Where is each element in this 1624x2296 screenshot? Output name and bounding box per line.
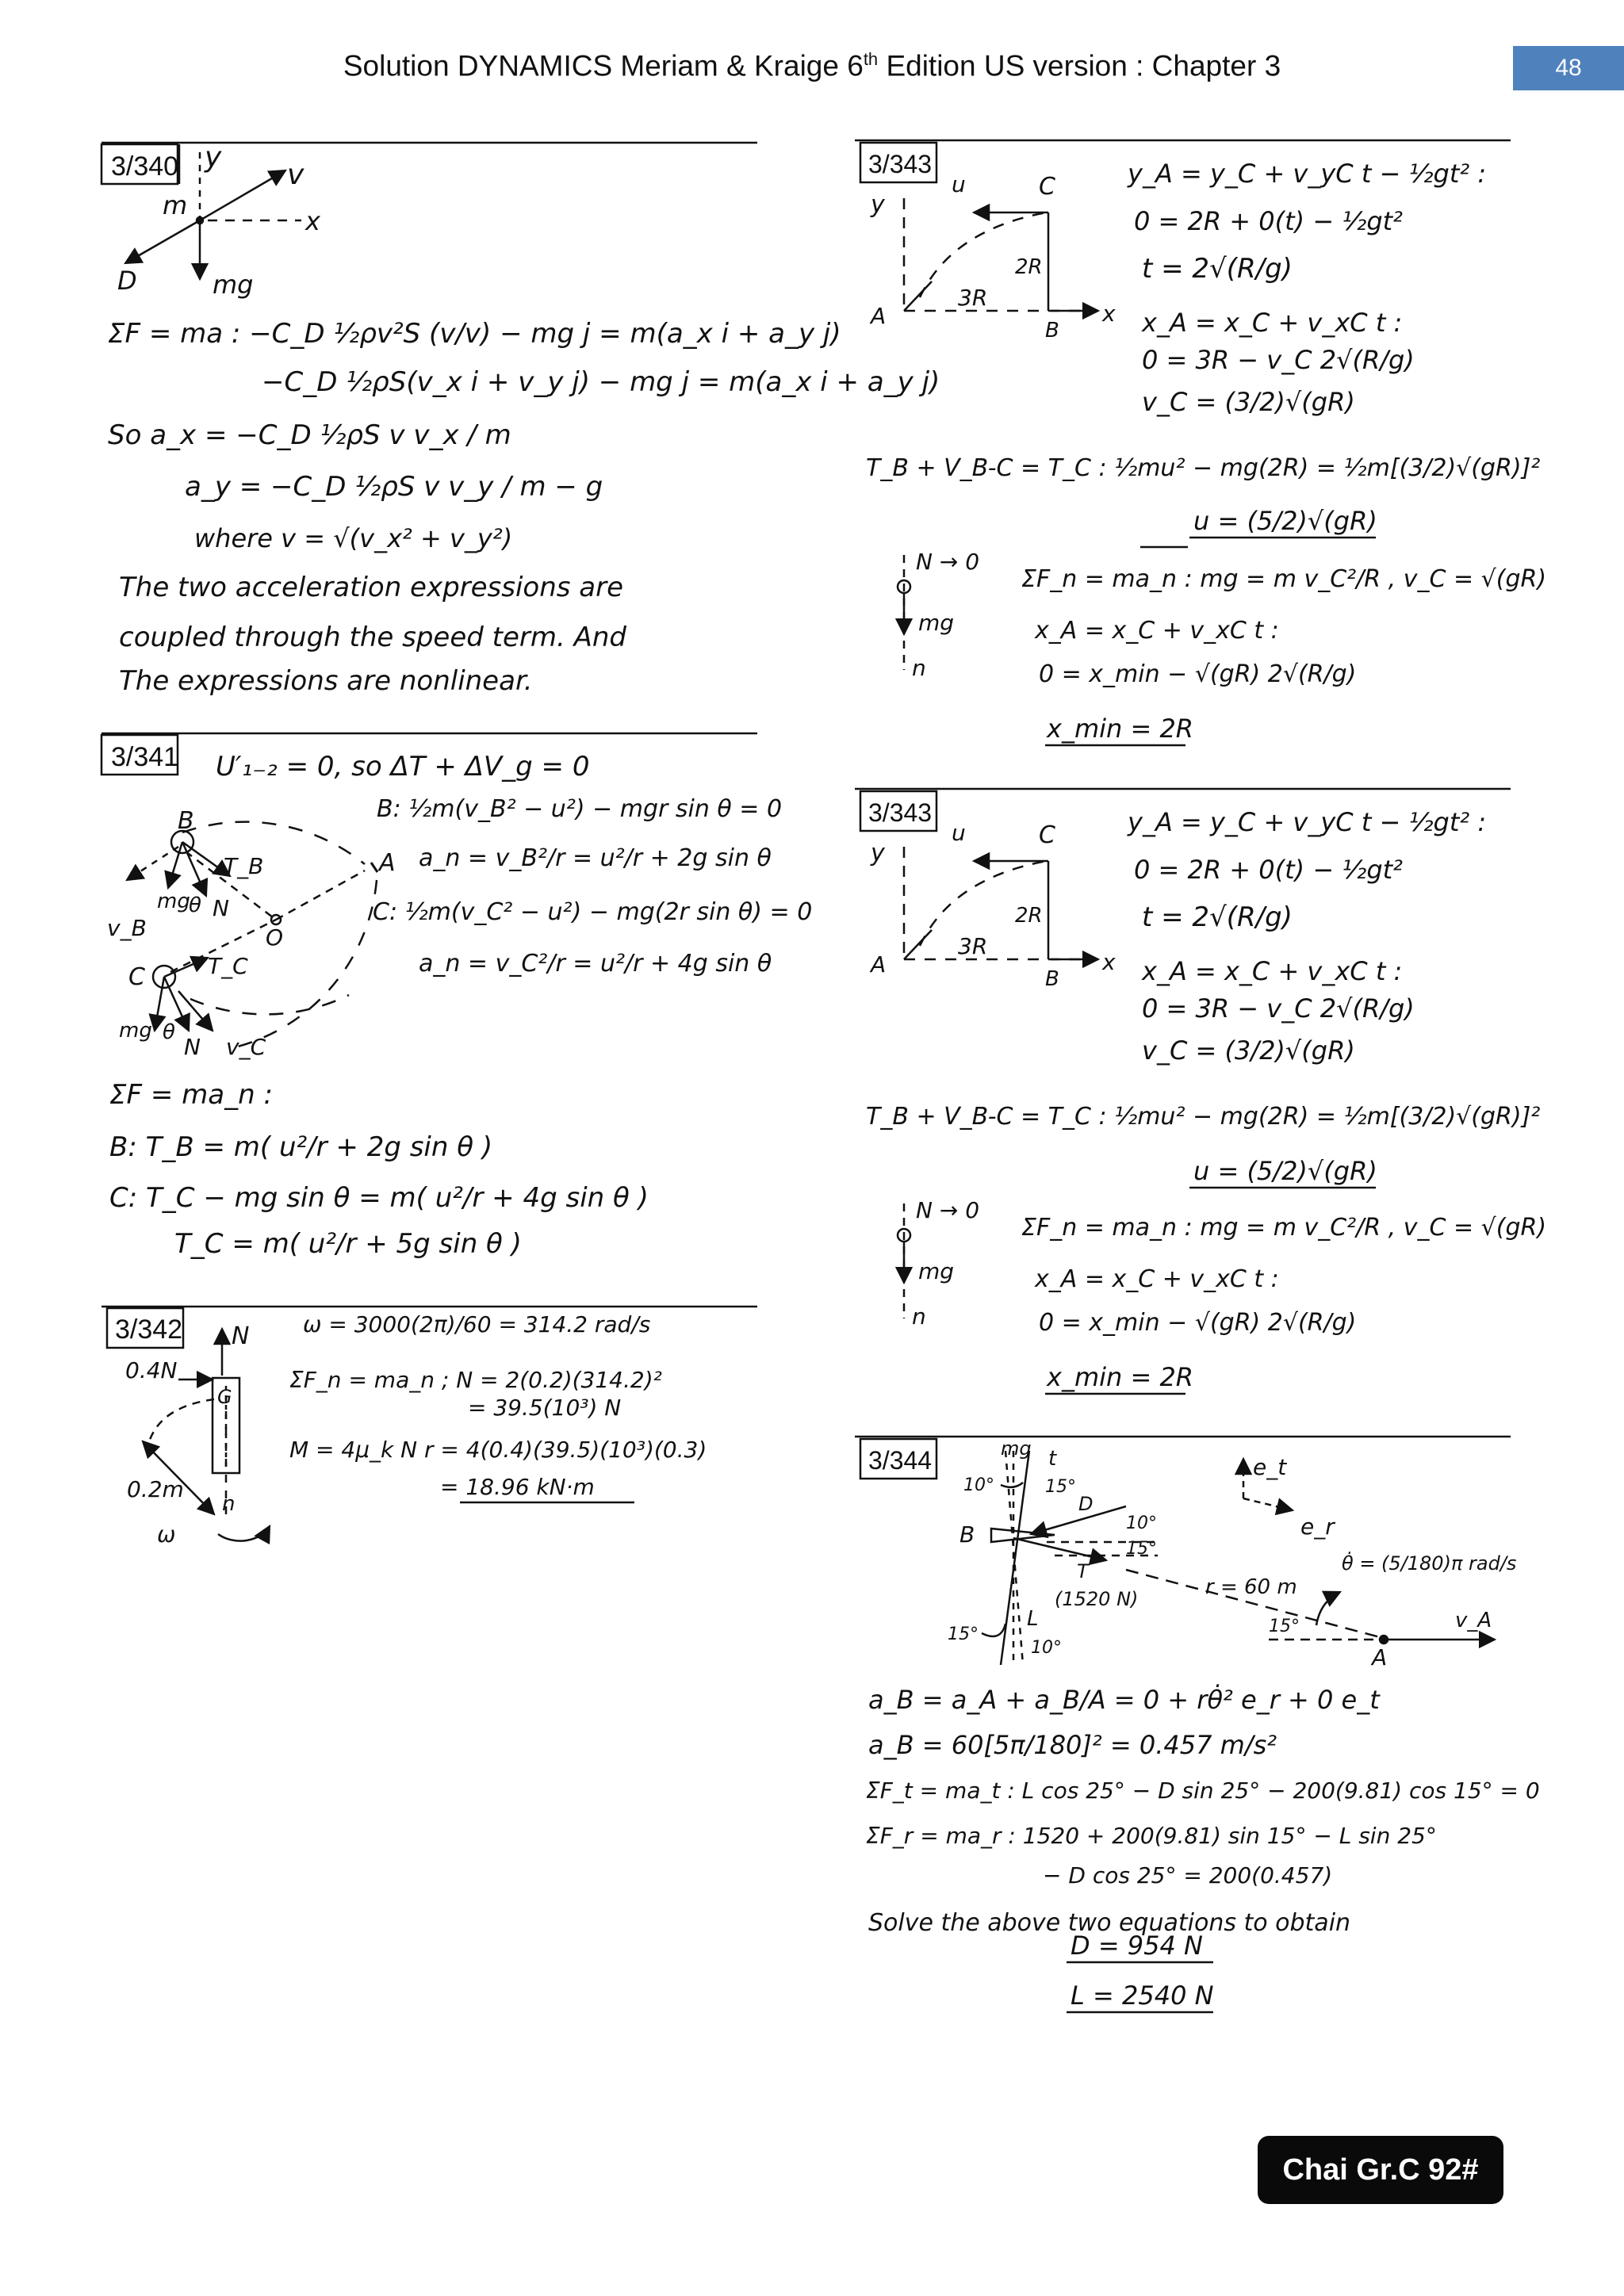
eq-line: B: T_B = m( u²/r + 2g sin θ ) xyxy=(109,1131,493,1163)
fig-label-a: A xyxy=(379,849,396,877)
eq-line: ΣF_r = ma_r : 1520 + 200(9.81) sin 15° − L sin 25° xyxy=(866,1823,1437,1849)
eq-line: M = 4μ_k N r = 4(0.4)(39.5)(10³)(0.3) xyxy=(289,1437,707,1463)
fig-label-b: B xyxy=(1045,967,1059,991)
fig-label-d: D xyxy=(1078,1493,1094,1515)
fig-label-mg: mg xyxy=(157,890,190,913)
eq-line: u = (5/2)√(gR) xyxy=(1193,1156,1377,1186)
er-arrow xyxy=(1243,1498,1293,1510)
eq-line: ΣF_n = ma_n : mg = m v_C²/R , v_C = √(gR) xyxy=(1021,565,1547,593)
fig-label-er: e_r xyxy=(1300,1513,1335,1540)
eq-line: x_A = x_C + v_xC t : xyxy=(1142,956,1403,986)
text-line: Solve the above two equations to obtain xyxy=(868,1909,1351,1937)
velocity-b-arrow xyxy=(127,847,178,880)
text-line: coupled through the speed term. And xyxy=(119,622,627,653)
problem-number: 3/341 xyxy=(111,742,179,772)
eq-line: v_C = (3/2)√(gR) xyxy=(1142,387,1355,417)
particle-dot xyxy=(197,217,203,224)
eq-line: where v = √(v_x² + v_y²) xyxy=(194,523,513,553)
fig-label-x: x xyxy=(305,206,320,236)
path-arc-right xyxy=(238,880,377,1047)
fig-label-omega: ω xyxy=(157,1521,176,1548)
eq-line: C: ½m(v_C² − u²) − mg(2r sin θ) = 0 xyxy=(373,898,813,926)
text-line: The two acceleration expressions are xyxy=(119,572,624,603)
radius-line-a xyxy=(276,871,365,920)
fig-label-angle: 15° xyxy=(1126,1539,1157,1559)
fig-label-angle: 15° xyxy=(1045,1477,1076,1497)
fig-label-vb: v_B xyxy=(107,915,147,941)
angle-arc-top xyxy=(1001,1483,1023,1487)
fig-label-a: A xyxy=(871,951,887,978)
fig-label-n-dir: n xyxy=(222,1492,236,1516)
problem-number: 3/343 xyxy=(868,798,933,827)
fig-label-n-c: N xyxy=(184,1034,201,1060)
angle-arc xyxy=(982,1624,1005,1636)
eq-line: 0 = 3R − v_C 2√(R/g) xyxy=(1142,993,1415,1024)
wheel-arc xyxy=(147,1399,214,1451)
thetadot-arrow xyxy=(1316,1592,1340,1625)
fig-label-r: r = 60 m xyxy=(1205,1575,1297,1599)
eq-line: ΣF_t = ma_t : L cos 25° − D sin 25° − 200(9.81) cos 15° = 0 xyxy=(866,1777,1540,1804)
velocity-c-arrow xyxy=(178,991,213,1031)
point-a xyxy=(1380,1636,1388,1644)
fig-label-a: A xyxy=(1372,1644,1388,1670)
fig-label-t: t xyxy=(1048,1447,1057,1471)
eq-line: a_n = v_B²/r = u²/r + 2g sin θ xyxy=(419,844,772,872)
fig-label-c: C xyxy=(1039,821,1055,849)
eq-line: 0 = 2R + 0(t) − ½gt² xyxy=(1134,206,1403,236)
eq-line: ω = 3000(2π)/60 = 314.2 rad/s xyxy=(303,1311,651,1337)
fig-label-angle: 10° xyxy=(1031,1638,1062,1658)
eq-line: 0 = x_min − √(gR) 2√(R/g) xyxy=(1039,660,1357,688)
eq-line: T_C = m( u²/r + 5g sin θ ) xyxy=(174,1228,522,1260)
fig-label-mg: mg xyxy=(1001,1437,1032,1460)
eq-line: 0 = x_min − √(gR) 2√(R/g) xyxy=(1039,1309,1357,1337)
fig-label-vc: v_C xyxy=(226,1034,266,1060)
text-line: The expressions are nonlinear. xyxy=(119,665,533,697)
eq-line: v_C = (3/2)√(gR) xyxy=(1142,1035,1355,1066)
eq-line: = 18.96 kN·m xyxy=(440,1474,595,1500)
eq-line: ΣF_n = ma_n ; N = 2(0.2)(314.2)² xyxy=(289,1367,662,1393)
fig-label-g: G xyxy=(217,1386,232,1408)
eq-line: x_A = x_C + v_xC t : xyxy=(1142,308,1403,338)
problem-number: 3/340 xyxy=(111,151,179,182)
fig-label-mg-c: mg xyxy=(119,1019,152,1043)
fig-label-angle: 15° xyxy=(948,1624,979,1644)
fig-label-a: A xyxy=(871,303,887,329)
eq-line: a_n = v_C²/r = u²/r + 4g sin θ xyxy=(419,950,772,978)
eq-line: 0 = 3R − v_C 2√(R/g) xyxy=(1142,345,1415,375)
fig-label-3r: 3R xyxy=(958,285,988,311)
fig-label-n: N xyxy=(232,1322,250,1350)
eq-line: y_A = y_C + v_yC t − ½gt² : xyxy=(1128,159,1487,189)
fig-label-3r: 3R xyxy=(958,933,988,959)
omega-arrow xyxy=(218,1526,270,1541)
fig-label-thrust: (1520 N) xyxy=(1055,1588,1139,1610)
fig-label-angle: 15° xyxy=(1269,1617,1300,1636)
fig-label-n0: N → 0 xyxy=(916,549,980,575)
fig-label-angle: 10° xyxy=(963,1475,994,1495)
eq-line: U′₁₋₂ = 0, so ΔT + ΔV_g = 0 xyxy=(216,751,590,783)
fig-label-u: u xyxy=(952,171,966,197)
title-sup: th xyxy=(863,49,879,69)
title-post: Edition US version : Chapter 3 xyxy=(878,49,1281,82)
eq-line: y_A = y_C + v_yC t − ½gt² : xyxy=(1128,807,1487,837)
eq-line: T_B + V_B-C = T_C : ½mu² − mg(2R) = ½m[(3/2)√(gR)]² xyxy=(866,1103,1541,1131)
eq-line: ΣF = ma : −C_D ½ρv²S (v/v) − mg j = m(a_x i + a_y j) xyxy=(108,318,841,350)
eq-line: = 39.5(10³) N xyxy=(468,1395,622,1421)
fig-label-c: C xyxy=(128,963,145,991)
drag-arrow xyxy=(125,220,200,263)
eq-line: a_y = −C_D ½ρS v v_y / m − g xyxy=(185,471,603,503)
answer-d: D = 954 N xyxy=(1071,1931,1203,1961)
fig-label-theta-c: θ xyxy=(163,1020,175,1044)
fig-label-et: e_t xyxy=(1253,1454,1287,1480)
fig-label-y: y xyxy=(871,191,885,219)
fig-label-mg: mg xyxy=(918,610,955,636)
eq-line: So a_x = −C_D ½ρS v v_x / m xyxy=(108,419,511,451)
fig-label-x: x xyxy=(1102,300,1116,327)
answer-l: L = 2540 N xyxy=(1071,1980,1214,2011)
eq-line: C: T_C − mg sin θ = m( u²/r + 4g sin θ ) xyxy=(109,1182,649,1214)
eq-line: t = 2√(R/g) xyxy=(1142,253,1293,285)
fig-label-c: C xyxy=(1039,173,1055,201)
eq-line: x_A = x_C + v_xC t : xyxy=(1035,1265,1279,1293)
eq-line: − D cos 25° = 200(0.457) xyxy=(1043,1862,1333,1888)
problem-3-342 xyxy=(102,1307,757,1541)
title-pre: Solution DYNAMICS Meriam & Kraige 6 xyxy=(343,49,864,82)
fig-label-b: B xyxy=(1045,319,1059,342)
fig-label-tb: T_B xyxy=(224,853,264,879)
fig-label-2r: 2R xyxy=(1015,255,1043,279)
fig-label-b: B xyxy=(959,1521,975,1548)
page-number-badge: 48 xyxy=(1513,46,1624,90)
problem-number: 3/342 xyxy=(115,1314,183,1345)
eq-line: x_A = x_C + v_xC t : xyxy=(1035,617,1279,645)
fig-label-n: n xyxy=(912,655,926,681)
fig-label-tc: T_C xyxy=(208,953,248,979)
fig-label-theta: θ xyxy=(189,894,201,917)
eq-line: u = (5/2)√(gR) xyxy=(1193,506,1377,536)
answer: x_min = 2R xyxy=(1047,1362,1194,1392)
fig-label-mg: mg xyxy=(213,270,254,300)
fig-label-m: m xyxy=(163,190,188,220)
velocity-arrow xyxy=(200,170,285,220)
footer-badge: Chai Gr.C 92# xyxy=(1258,2136,1503,2204)
fig-label-2r: 2R xyxy=(1015,904,1043,928)
eq-line: 0 = 2R + 0(t) − ½gt² xyxy=(1134,855,1403,885)
eq-line: a_B = a_A + a_B/A = 0 + rθ̇² e_r + 0 e_t xyxy=(868,1685,1380,1715)
fig-label-v: v xyxy=(287,159,304,191)
fig-label-angle: 10° xyxy=(1126,1513,1157,1533)
eq-line: a_B = 60[5π/180]² = 0.457 m/s² xyxy=(868,1730,1277,1760)
eq-line: B: ½m(v_B² − u²) − mgr sin θ = 0 xyxy=(377,795,783,823)
fig-label-x: x xyxy=(1102,949,1116,975)
path-arc-top xyxy=(182,822,365,864)
eq-line: T_B + V_B-C = T_C : ½mu² − mg(2R) = ½m[(3/2)√(gR)]² xyxy=(866,454,1541,482)
fig-label-thetadot: θ̇ = (5/180)π rad/s xyxy=(1342,1552,1517,1575)
fig-label-y: y xyxy=(871,840,885,867)
eq-line: ΣF_n = ma_n : mg = m v_C²/R , v_C = √(gR) xyxy=(1021,1214,1547,1242)
problem-number: 3/343 xyxy=(868,150,933,178)
eq-line: −C_D ½ρS(v_x i + v_y j) − mg j = m(a_x i + a_y j) xyxy=(262,366,940,398)
fig-label-n: n xyxy=(912,1303,926,1330)
fig-label-n: N xyxy=(213,895,229,921)
path-arc-bottom xyxy=(190,995,349,1014)
fig-label-04n: 0.4N xyxy=(125,1357,178,1383)
eq-line: t = 2√(R/g) xyxy=(1142,901,1293,933)
fig-label-y: y xyxy=(205,141,222,174)
fig-label-l: L xyxy=(1027,1607,1039,1631)
fig-label-d: D xyxy=(117,266,137,296)
fig-label-mg: mg xyxy=(918,1258,955,1284)
fig-label-t-force: T xyxy=(1077,1560,1089,1582)
fig-label-va: v_A xyxy=(1455,1609,1492,1632)
fig-label-b: B xyxy=(178,807,194,835)
fig-label-u: u xyxy=(952,820,966,846)
fig-label-n0: N → 0 xyxy=(916,1197,980,1223)
problem-number: 3/344 xyxy=(868,1446,933,1475)
fig-label-radius: 0.2m xyxy=(127,1476,184,1502)
fig-label-o: O xyxy=(266,924,284,951)
answer: x_min = 2R xyxy=(1047,714,1194,744)
eq-line: ΣF = ma_n : xyxy=(109,1079,273,1111)
